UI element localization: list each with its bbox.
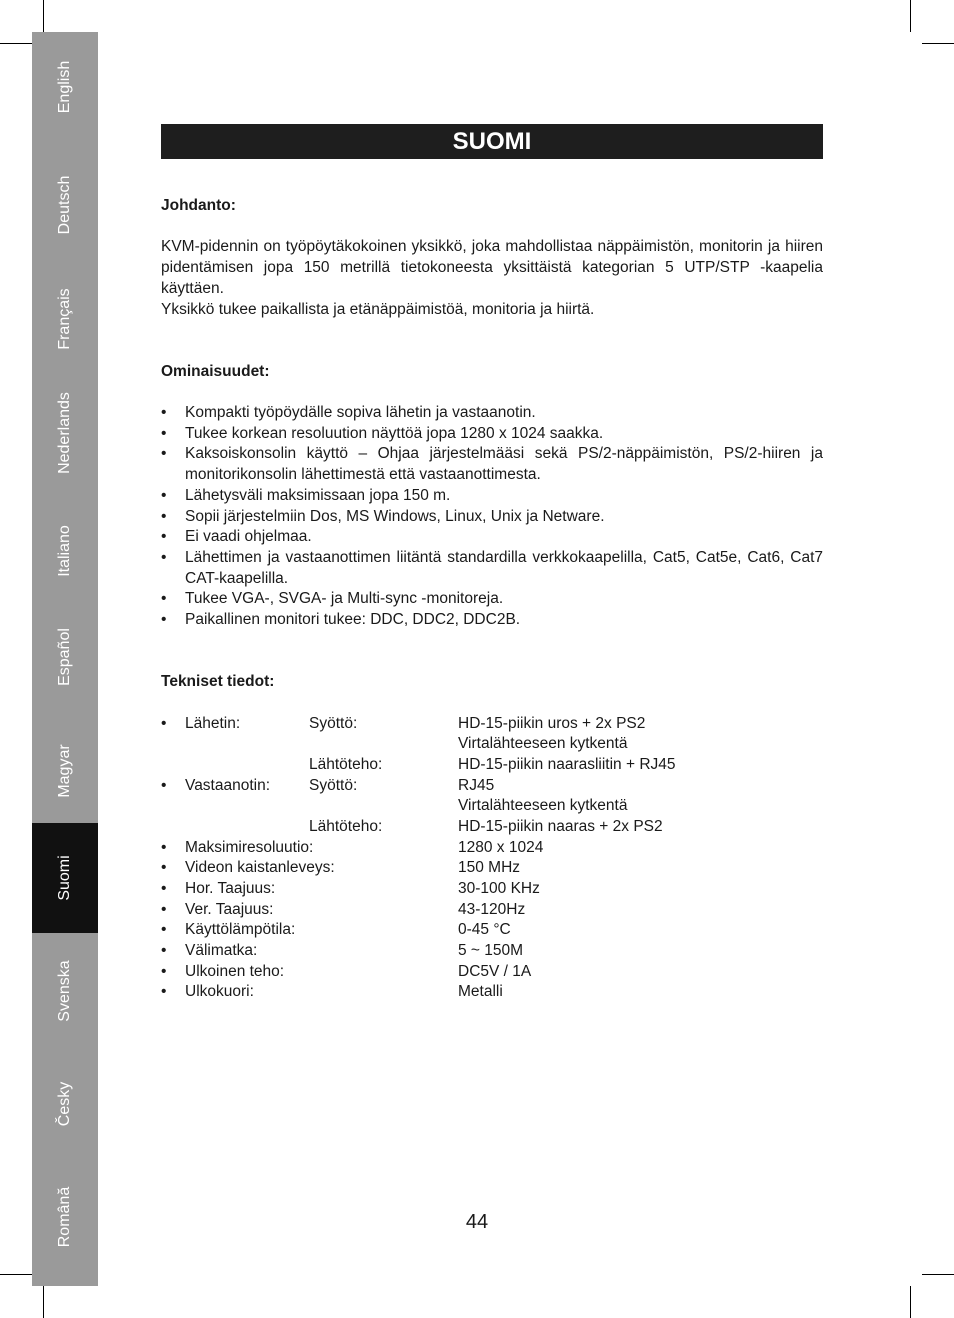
spec-bullet: •	[161, 880, 167, 897]
spec-cell-c1: Ver. Taajuus:	[185, 900, 274, 918]
page-title: SUOMI	[161, 124, 823, 159]
language-tab-7[interactable]	[32, 823, 98, 933]
spec-cell-c1: Käyttölämpötila:	[185, 921, 296, 939]
language-tab-6[interactable]	[32, 716, 98, 826]
spec-row	[161, 734, 823, 755]
spec-bullet: •	[161, 859, 167, 877]
spec-row	[161, 714, 823, 735]
language-tab-label: Suomi	[56, 855, 73, 901]
spec-bullet: •	[161, 900, 167, 918]
spec-cell-c3: Virtalähteeseen kytkentä	[458, 735, 628, 753]
spec-bullet: •	[161, 714, 167, 732]
page-number: 44	[465, 1211, 489, 1233]
spec-row	[161, 941, 823, 962]
spec-row	[161, 796, 823, 817]
spec-cell-c2: Syöttö:	[309, 714, 358, 732]
spec-row	[161, 858, 823, 879]
crop-mark	[0, 43, 32, 44]
spec-cell-c2: Syöttö:	[309, 776, 358, 794]
language-tab-label: Deutsch	[56, 175, 73, 235]
intro-heading: Johdanto:	[161, 197, 236, 214]
spec-cell-c3: Metalli	[458, 983, 503, 1001]
language-tab-label: Italiano	[56, 525, 73, 577]
spec-bullet: •	[161, 838, 167, 856]
spec-cell-c1: Videon kaistanleveys:	[185, 859, 335, 877]
spec-cell-c3: 0-45 °C	[458, 921, 511, 939]
language-tabs	[32, 32, 98, 1286]
spec-cell-c3: 1280 x 1024	[458, 838, 544, 856]
language-tab-4[interactable]	[32, 496, 98, 606]
language-tab-label: Español	[56, 628, 73, 686]
crop-mark	[0, 1274, 32, 1275]
feature-item: • Lähetysväli maksimissaan jopa 150 m.	[161, 486, 823, 507]
spec-bullet: •	[161, 962, 167, 980]
spec-row	[161, 982, 823, 1003]
spec-cell-c1: Lähetin:	[185, 714, 241, 732]
feature-item: • Paikallinen monitori tukee: DDC, DDC2, DDC2B.	[161, 610, 823, 631]
language-tab-label: Română	[56, 1186, 73, 1248]
language-tab-2[interactable]	[32, 264, 98, 374]
intro-paragraph: Yksikkö tukee paikallista ja etänäppäimistöä, monitoria ja hiirtä.	[161, 300, 595, 318]
spec-cell-c1: Vastaanotin:	[185, 776, 271, 794]
spec-cell-c3: 150 MHz	[458, 859, 521, 877]
language-tab-label: Česky	[56, 1081, 73, 1127]
spec-cell-c3: 43-120Hz	[458, 900, 526, 918]
language-tab-label: Français	[56, 288, 73, 350]
spec-row	[161, 920, 823, 941]
crop-mark	[43, 0, 44, 32]
feature-item: • Tukee korkean resoluution näyttöä jopa 1280 x 1024 saakka.	[161, 424, 823, 445]
language-tab-8[interactable]	[32, 936, 98, 1046]
crop-mark	[43, 1286, 44, 1318]
features-list	[161, 403, 823, 631]
spec-row	[161, 962, 823, 983]
spec-cell-c1: Hor. Taajuus:	[185, 880, 276, 897]
language-tab-label: Svenska	[56, 960, 73, 1022]
language-tab-3[interactable]	[32, 378, 98, 488]
spec-bullet: •	[161, 983, 167, 1001]
language-tab-label: Nederlands	[56, 392, 73, 474]
spec-bullet: •	[161, 942, 167, 960]
spec-bullet: •	[161, 776, 167, 794]
spec-cell-c1: Välimatka:	[185, 942, 258, 960]
spec-row	[161, 776, 823, 797]
spec-cell-c3: HD-15-piikin naaras + 2x PS2	[458, 817, 663, 835]
feature-item: • Lähettimen ja vastaanottimen liitäntä standardilla verkkokaapelilla, Cat5, Cat5e, Cat6, Cat7 CAT-kaapelilla.	[161, 548, 823, 589]
language-tab-5[interactable]	[32, 602, 98, 712]
crop-mark	[910, 0, 911, 32]
language-tab-label: Magyar	[56, 744, 73, 798]
spec-row	[161, 879, 823, 900]
spec-cell-c1: Maksimiresoluutio:	[185, 838, 314, 856]
crop-mark	[910, 1286, 911, 1318]
spec-cell-c2: Lähtöteho:	[309, 817, 383, 835]
spec-cell-c3: 30-100 KHz	[458, 880, 540, 897]
language-tab-1[interactable]	[32, 150, 98, 260]
spec-row	[161, 755, 823, 776]
spec-cell-c3: HD-15-piikin uros + 2x PS2	[458, 714, 646, 732]
features-heading: Ominaisuudet:	[161, 362, 270, 380]
language-tab-label: English	[56, 60, 73, 114]
spec-row	[161, 838, 823, 859]
feature-item: • Tukee VGA-, SVGA- ja Multi-sync -monitoreja.	[161, 589, 823, 610]
spec-cell-c2: Lähtöteho:	[309, 755, 383, 773]
spec-cell-c3: RJ45	[458, 776, 495, 794]
feature-item: • Kaksoiskonsolin käyttö – Ohjaa järjestelmääsi sekä PS/2-näppäimistön, PS/2-hiiren ja monitorikonsolin lähettimestä että vastaanottimesta.	[161, 444, 823, 485]
crop-mark	[922, 1274, 954, 1275]
language-tab-0[interactable]	[32, 32, 98, 142]
feature-item: • Sopii järjestelmiin Dos, MS Windows, Linux, Unix ja Netware.	[161, 507, 823, 528]
crop-mark	[922, 43, 954, 44]
language-tab-10[interactable]	[32, 1162, 98, 1272]
feature-item: • Kompakti työpöydälle sopiva lähetin ja vastaanotin.	[161, 403, 823, 424]
document-body	[161, 196, 823, 1003]
specs-table	[161, 714, 823, 1004]
language-tab-9[interactable]	[32, 1049, 98, 1159]
specs-heading: Tekniset tiedot:	[161, 673, 275, 691]
spec-row	[161, 817, 823, 838]
spec-cell-c3: DC5V / 1A	[458, 962, 532, 980]
intro-paragraph: KVM-pidennin on työpöytäkokoinen yksikkö, joka mahdollistaa näppäimistön, monitorin ja hiiren pidentämisen jopa 150 metrillä tietokoneesta yksittäistä kategorian 5 UTP/STP -kaapelia käyttäen.	[161, 238, 823, 297]
spec-cell-c3: HD-15-piikin naarasliitin + RJ45	[458, 755, 676, 773]
spec-cell-c3: Virtalähteeseen kytkentä	[458, 797, 628, 815]
spec-cell-c3: 5 ~ 150M	[458, 942, 524, 960]
spec-cell-c1: Ulkoinen teho:	[185, 962, 285, 980]
spec-cell-c1: Ulkokuori:	[185, 983, 254, 1001]
spec-row	[161, 900, 823, 921]
spec-bullet: •	[161, 921, 167, 939]
feature-item: • Ei vaadi ohjelmaa.	[161, 527, 823, 548]
